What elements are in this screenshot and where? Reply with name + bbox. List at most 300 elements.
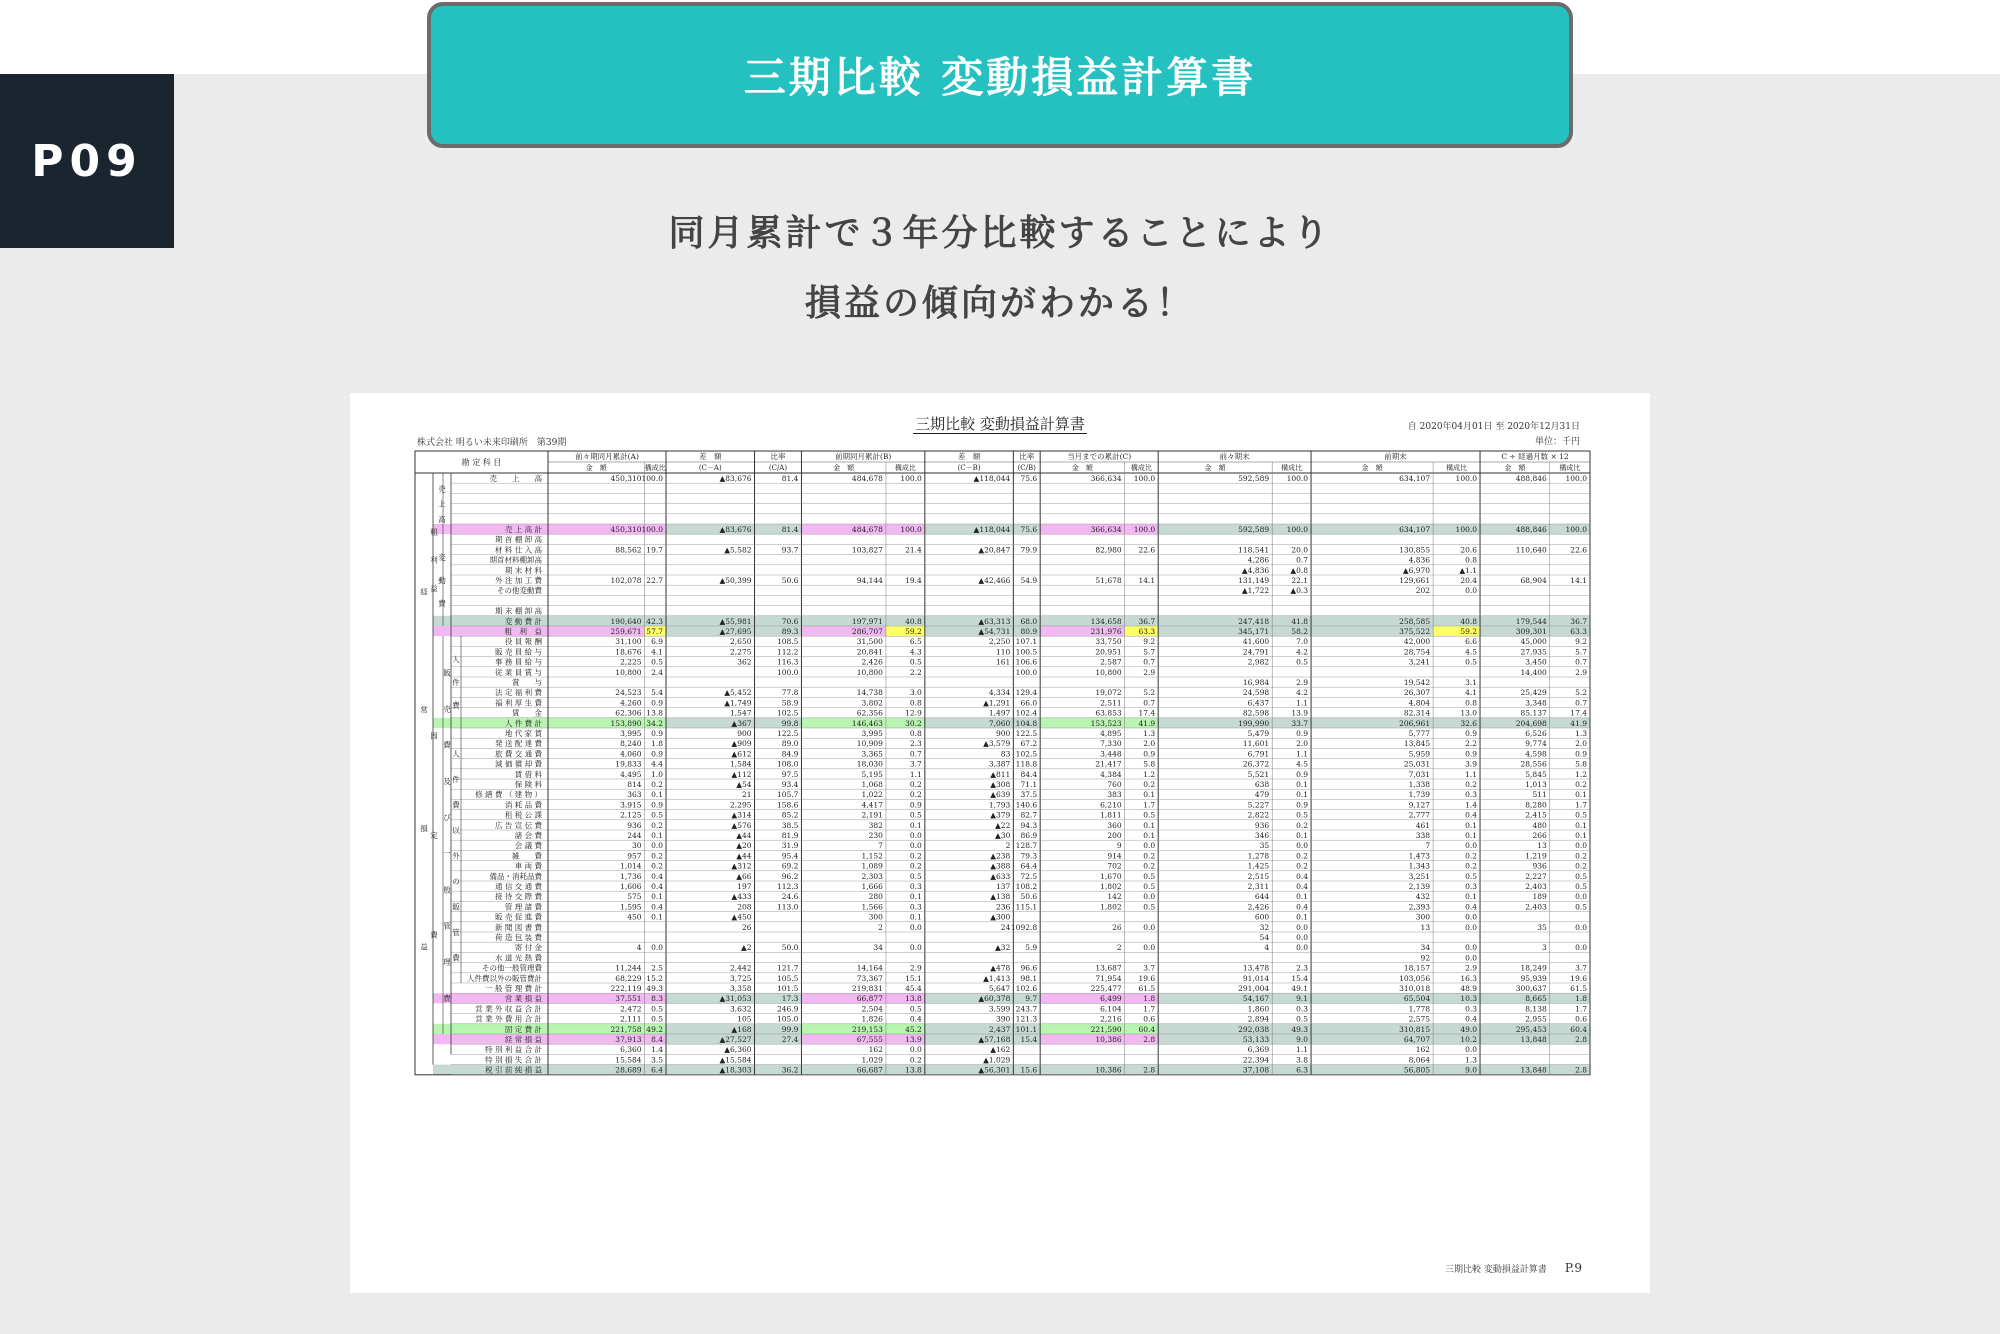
table-cell: 105 [737, 1014, 752, 1024]
table-cell: 40.8 [905, 616, 922, 626]
table-cell: 21.4 [905, 545, 922, 555]
table-cell: 5,845 [1525, 769, 1547, 779]
table-cell: 100.0 [900, 474, 922, 483]
table-cell: 0.4 [1465, 810, 1478, 820]
table-cell: 105.5 [776, 973, 799, 983]
table-cell: 27,935 [1520, 647, 1547, 657]
table-cell: 0.0 [1575, 943, 1587, 953]
table-cell: 246.9 [776, 1004, 799, 1014]
table-cell: 102.6 [1015, 984, 1038, 993]
table-cell: 10,386 [1095, 1035, 1122, 1044]
table-cell: 0.8 [909, 729, 922, 738]
row-label: 変 動 費 計 [504, 616, 542, 626]
table-cell: 50.6 [1020, 892, 1038, 902]
table-cell: 100.0 [1455, 474, 1478, 483]
row-label: 広 告 宣 伝 費 [494, 820, 542, 830]
table-cell: ▲56,301 [978, 1065, 1011, 1075]
table-cell: 19.4 [905, 576, 922, 585]
table-cell: 5,777 [1408, 729, 1431, 738]
table-cell: ▲0.3 [1290, 586, 1309, 596]
table-cell: 99.8 [781, 718, 799, 728]
table-cell: 2 [1005, 841, 1011, 851]
table-cell: 5,521 [1247, 769, 1270, 779]
table-cell: 10,800 [615, 667, 642, 677]
table-cell: 9,774 [1525, 739, 1547, 749]
table-cell: 25,031 [1403, 759, 1431, 769]
table-cell: 6.3 [1296, 1065, 1309, 1075]
table-cell: 31,100 [615, 637, 642, 647]
table-cell: 0.1 [1296, 892, 1309, 902]
table-cell: 2,575 [1408, 1014, 1431, 1024]
table-cell: 0.7 [1575, 698, 1587, 708]
table-cell: 390 [996, 1014, 1011, 1024]
table-cell: 644 [1254, 892, 1270, 902]
table-cell: 0.0 [909, 841, 922, 851]
table-cell: 62,356 [856, 708, 883, 718]
table-cell: 914 [1107, 851, 1122, 861]
table-cell: 50.0 [781, 943, 799, 953]
table-cell: 108.5 [776, 637, 799, 647]
row-label: 粗 利 益 [504, 627, 542, 636]
table-cell: 9,127 [1408, 800, 1431, 810]
table-cell: 13.8 [646, 708, 664, 718]
table-cell: 0.2 [1465, 780, 1478, 789]
table-cell: 0.9 [651, 729, 664, 738]
table-cell: ▲15,584 [719, 1055, 752, 1065]
table-cell: 100.0 [776, 667, 799, 677]
table-cell: 936 [1532, 861, 1547, 871]
table-cell: 1,778 [1408, 1004, 1431, 1014]
table-cell: 1,425 [1247, 861, 1270, 871]
table-cell: ▲63,313 [978, 616, 1011, 626]
table-cell: 936 [627, 820, 642, 830]
table-cell: 92 [1420, 953, 1431, 963]
table-cell: 6,526 [1525, 729, 1547, 738]
table-cell: 2.0 [1575, 739, 1587, 749]
table-cell: 1,473 [1408, 851, 1431, 861]
table-cell: 1.2 [1575, 769, 1587, 779]
subheader: 金 額 [585, 464, 607, 472]
table-cell: 81.9 [781, 831, 799, 840]
table-cell: 0.3 [1296, 1004, 1309, 1014]
table-cell: ▲44 [736, 831, 752, 840]
row-label: 寄 付 金 [514, 943, 542, 953]
table-cell: ▲66 [736, 871, 752, 881]
table-cell: 8,064 [1408, 1055, 1431, 1065]
table-cell: 134,658 [1090, 616, 1122, 626]
table-cell: 0.7 [1143, 657, 1156, 667]
table-cell: ▲576 [731, 820, 752, 830]
table-cell: 575 [627, 892, 642, 902]
table-cell: 0.5 [1296, 1014, 1309, 1024]
table-cell: 103,827 [851, 545, 883, 555]
table-cell: 1,584 [730, 759, 752, 769]
table-cell: 54 [1259, 933, 1270, 942]
table-cell: 0.1 [1296, 831, 1309, 840]
table-cell: 2,403 [1525, 882, 1547, 891]
table-cell: 2,111 [620, 1014, 642, 1024]
table-cell: 3,915 [620, 800, 642, 810]
table-cell: 18,157 [1403, 963, 1431, 973]
table-cell: 3.7 [1143, 963, 1156, 973]
table-cell: 36.7 [1570, 616, 1587, 626]
table-cell: 3.7 [909, 759, 922, 769]
table-cell: 49.1 [1291, 984, 1309, 993]
table-cell: 0.2 [1296, 861, 1309, 871]
table-cell: 0.5 [909, 657, 922, 667]
table-cell: 82,314 [1403, 708, 1431, 718]
table-cell: 0.0 [1296, 943, 1309, 953]
table-cell: 0.5 [651, 1014, 664, 1024]
subheader: (C－A) [698, 464, 722, 472]
table-cell: 100.0 [1133, 525, 1156, 534]
table-cell: 146,463 [851, 718, 883, 728]
table-cell: 6.4 [651, 1065, 664, 1075]
subheader: 金 額 [1504, 464, 1526, 472]
table-cell: 0.2 [909, 1055, 922, 1065]
table-cell: 2,275 [730, 647, 752, 657]
table-cell: 0.3 [1465, 882, 1478, 891]
table-cell: 19.6 [1570, 973, 1587, 983]
table-cell: 6.5 [909, 637, 922, 647]
table-cell: 0.1 [909, 912, 922, 922]
table-cell: 31.9 [781, 841, 799, 851]
table-cell: 199,990 [1238, 718, 1270, 728]
table-cell: 0.1 [1465, 820, 1478, 830]
table-cell: 366,634 [1090, 525, 1122, 534]
table-cell: 37,551 [615, 994, 642, 1004]
table-cell: 24.6 [781, 892, 799, 902]
table-cell: 0.2 [909, 861, 922, 871]
table-cell: 0.1 [651, 831, 664, 840]
page-title: 三期比較 変動損益計算書 [427, 2, 1573, 148]
table-cell: 70.6 [781, 616, 799, 626]
table-cell: 0.2 [1143, 851, 1156, 861]
table-cell: 0.2 [1465, 851, 1478, 861]
table-cell: 31,500 [856, 637, 883, 647]
table-cell: 121.3 [1015, 1014, 1038, 1024]
table-cell: 346 [1254, 831, 1270, 840]
table-cell: 0.0 [1465, 841, 1478, 851]
table-cell: 49.2 [646, 1024, 664, 1034]
table-cell: 600 [1254, 912, 1270, 922]
table-cell: 33,750 [1095, 637, 1122, 647]
table-cell: 295,453 [1515, 1024, 1547, 1034]
table-cell: ▲300 [990, 912, 1011, 922]
table-cell: 82,980 [1095, 545, 1122, 555]
table-cell: 93.7 [781, 545, 799, 555]
table-cell: 66,687 [856, 1065, 883, 1075]
table-cell: ▲379 [990, 810, 1011, 820]
table-cell: 130,855 [1399, 545, 1431, 555]
table-cell: 13,848 [1520, 1035, 1547, 1044]
table-cell: 30.2 [905, 718, 922, 728]
side-label-gross: 益 [430, 583, 438, 593]
table-cell: 10,386 [1095, 1065, 1122, 1075]
table-cell: 82.7 [1020, 810, 1038, 820]
table-cell: 96.2 [781, 871, 799, 881]
table-cell: 13.0 [1460, 708, 1478, 718]
row-label: 事 務 員 給 与 [494, 657, 542, 667]
table-cell: 49.3 [646, 984, 664, 993]
table-cell: 3.0 [909, 688, 922, 698]
table-cell: 4.5 [1465, 647, 1478, 657]
table-cell: 0.5 [1143, 902, 1156, 912]
table-cell: ▲367 [731, 718, 752, 728]
table-cell: 1.7 [1575, 1004, 1587, 1014]
table-cell: 0.1 [651, 892, 664, 902]
table-cell: 1,595 [620, 902, 642, 912]
table-cell: 2.9 [1575, 667, 1587, 677]
row-label: 福 利 厚 生 費 [494, 698, 542, 708]
table-cell: 3,632 [730, 1004, 752, 1014]
side-label-other: 以 [452, 826, 460, 835]
table-cell: 3,599 [988, 1004, 1011, 1014]
subheader: (C/B) [1017, 464, 1036, 472]
table-cell: 900 [737, 729, 752, 738]
table-cell: 0.0 [1143, 943, 1156, 953]
table-cell: ▲42,466 [978, 576, 1011, 585]
table-cell: 1.1 [1296, 749, 1309, 759]
table-cell: 1.1 [1296, 1045, 1309, 1055]
table-cell: 1,793 [988, 800, 1011, 810]
table-cell: 338 [1415, 831, 1431, 840]
report-title: 三期比較 変動損益計算書 [915, 415, 1085, 433]
table-cell: ▲44 [736, 851, 752, 861]
table-cell: 0.3 [909, 882, 922, 891]
table-cell: 34 [1420, 943, 1431, 953]
table-cell: 0.1 [1465, 831, 1478, 840]
table-cell: 0.7 [1143, 698, 1156, 708]
table-cell: 0.4 [651, 882, 664, 891]
table-cell: 702 [1107, 861, 1122, 871]
table-cell: ▲57,168 [978, 1035, 1011, 1044]
table-cell: 2.4 [651, 667, 664, 677]
table-cell: 8,280 [1525, 800, 1547, 810]
table-cell: 1,606 [620, 882, 642, 891]
table-cell: 81.4 [781, 474, 799, 483]
table-cell: 0.1 [1296, 790, 1309, 800]
table-cell: 1.8 [651, 739, 664, 749]
table-cell: ▲27,527 [719, 1035, 752, 1044]
table-cell: 1.1 [909, 769, 922, 779]
table-cell: 22,394 [1242, 1055, 1270, 1065]
table-cell: 3,251 [1408, 871, 1431, 881]
table-cell: 0.5 [1575, 810, 1587, 820]
row-label: 税 引 前 純 損 益 [485, 1065, 542, 1075]
table-cell: 6.6 [1465, 637, 1478, 647]
table-cell: 14,164 [856, 963, 883, 973]
side-label-outer: 損 [420, 823, 428, 833]
table-cell: 0.0 [909, 831, 922, 840]
group-header: 前々期同月累計(A) [575, 452, 639, 461]
table-cell: 122.5 [776, 729, 799, 738]
side-label-variable: 動 [438, 576, 446, 586]
table-cell: ▲1,029 [983, 1055, 1011, 1065]
table-cell: 204,698 [1515, 718, 1547, 728]
table-cell: 2,442 [730, 963, 752, 973]
table-cell: 10.2 [1460, 1035, 1478, 1044]
table-cell: 100.0 [1565, 525, 1587, 534]
table-cell: ▲1,749 [724, 698, 752, 708]
table-cell: 20,951 [1095, 647, 1122, 657]
table-cell: 244 [627, 831, 642, 840]
table-cell: 1.4 [651, 1045, 664, 1055]
table-cell: 300 [868, 912, 883, 922]
table-cell: 100.0 [1286, 525, 1309, 534]
table-cell: 286,707 [851, 627, 883, 636]
table-cell: 60.4 [1570, 1024, 1587, 1034]
table-cell: 48.9 [1460, 984, 1478, 993]
table-cell: 121.7 [776, 963, 799, 973]
table-cell: 26,372 [1242, 759, 1270, 769]
table-cell: 2.9 [1143, 667, 1156, 677]
table-cell: ▲83,676 [719, 525, 752, 534]
table-cell: 6,104 [1100, 1004, 1122, 1014]
table-cell: 35 [1259, 841, 1270, 851]
table-cell: 0.1 [1143, 820, 1156, 830]
side-label-personnel: 費 [452, 701, 460, 711]
group-header: 差 額 [699, 452, 722, 461]
table-cell: 67,555 [856, 1035, 883, 1044]
table-cell: 0.5 [1143, 882, 1156, 891]
table-cell: 10.3 [1460, 994, 1478, 1004]
table-cell: 13.9 [905, 1035, 922, 1044]
table-cell: 79.3 [1020, 851, 1038, 861]
table-cell: 1.8 [1143, 994, 1156, 1004]
table-cell: 67.2 [1020, 739, 1038, 749]
table-cell: 2 [878, 922, 883, 932]
table-cell: 0.4 [1296, 902, 1309, 912]
table-cell: 1,219 [1525, 851, 1547, 861]
table-cell: 1,826 [861, 1014, 883, 1024]
side-label-sga: 理 [443, 957, 451, 967]
table-cell: 0.4 [1465, 1014, 1478, 1024]
table-cell: 1.1 [1296, 698, 1309, 708]
row-label: 販 売 員 給 与 [494, 647, 542, 657]
subtitle-line-2: 損益の傾向がわかる！ [804, 283, 1195, 324]
table-cell: 0.0 [1465, 953, 1478, 963]
table-cell: 13.8 [905, 994, 922, 1004]
table-cell: 15.4 [1291, 973, 1309, 983]
table-cell: 0.8 [909, 698, 922, 708]
report-unit: 単位：千円 [1534, 437, 1580, 447]
table-cell: 190,640 [610, 616, 642, 626]
table-cell: 202 [1415, 586, 1431, 596]
table-cell: 20.0 [1291, 545, 1309, 555]
table-cell: 197 [737, 882, 752, 891]
table-cell: 1,013 [1525, 780, 1547, 789]
table-cell: 0.5 [1465, 657, 1478, 667]
table-cell: 0.0 [1465, 1045, 1478, 1055]
table-cell: 2,426 [1247, 902, 1270, 912]
table-cell: 2,403 [1525, 902, 1547, 912]
table-cell: 58.2 [1291, 627, 1309, 636]
table-cell: 28,754 [1403, 647, 1431, 657]
table-cell: 1,739 [1408, 790, 1431, 800]
row-label: 法 定 福 利 費 [494, 688, 542, 698]
table-cell: 200 [1107, 831, 1122, 840]
table-cell: 0.2 [651, 820, 664, 830]
table-cell: 1.0 [651, 769, 664, 779]
table-cell: 108.2 [1015, 882, 1038, 891]
table-cell: 24,791 [1242, 647, 1270, 657]
table-cell: 4,334 [988, 688, 1011, 698]
table-cell: 1.4 [1465, 800, 1478, 810]
table-cell: 4,804 [1408, 698, 1431, 708]
table-cell: 0.2 [1296, 820, 1309, 830]
table-cell: 54.9 [1020, 576, 1038, 585]
table-cell: 19,833 [615, 759, 642, 769]
table-cell: 3,448 [1100, 749, 1122, 759]
table-cell: 2.9 [1465, 963, 1478, 973]
table-cell: 0.0 [1575, 892, 1587, 902]
report-period: 自 2020年04月01日 至 2020年12月31日 [1407, 422, 1580, 432]
side-label-gross: 利 [430, 555, 438, 565]
table-cell: 33.7 [1291, 718, 1309, 728]
table-cell: 259,671 [610, 627, 642, 636]
table-cell: 1.7 [1143, 800, 1156, 810]
group-header: 比率 [770, 452, 786, 461]
row-label: 営 業 外 収 益 合 計 [475, 1004, 542, 1014]
table-cell: 9.2 [1143, 637, 1156, 647]
table-cell: 0.4 [651, 871, 664, 881]
table-cell: 461 [1415, 820, 1431, 830]
table-cell: 634,107 [1399, 474, 1431, 483]
table-cell: 19.7 [646, 545, 664, 555]
table-cell: 100.0 [1455, 525, 1478, 534]
table-cell: 66,877 [856, 994, 883, 1004]
table-cell: 3,995 [861, 729, 883, 738]
table-cell: 0.9 [1465, 749, 1478, 759]
table-cell: ▲54 [736, 780, 752, 789]
table-cell: ▲612 [731, 749, 752, 759]
table-cell: 450,310 [610, 474, 642, 483]
table-cell: 450 [627, 912, 642, 922]
table-cell: ▲433 [731, 892, 752, 902]
table-cell: ▲20 [736, 841, 752, 851]
table-cell: 5,227 [1247, 800, 1270, 810]
group-header: 差 額 [957, 452, 981, 461]
side-label-other: の [452, 877, 460, 886]
side-label-sga: 費 [443, 993, 451, 1003]
table-cell: ▲4,836 [1241, 565, 1270, 575]
table-cell: 9.0 [1465, 1065, 1478, 1075]
table-cell: ▲633 [990, 871, 1011, 881]
table-cell: 14.1 [1138, 576, 1156, 585]
table-cell: 0.5 [651, 657, 664, 667]
table-cell: 129.4 [1015, 688, 1038, 698]
table-cell: 35 [1537, 922, 1547, 932]
table-cell: 0.2 [651, 851, 664, 861]
table-cell: 37,108 [1242, 1065, 1270, 1075]
table-cell: 0.1 [651, 912, 664, 922]
table-cell: 26 [741, 922, 752, 932]
table-cell: 310,815 [1399, 1024, 1431, 1034]
table-cell: 0.2 [1575, 861, 1587, 871]
table-cell: 479 [1254, 790, 1270, 800]
table-cell: 2.9 [1296, 678, 1309, 687]
table-cell: 89.3 [781, 627, 799, 636]
table-cell: 3,725 [730, 973, 752, 983]
table-cell: 2.2 [1465, 739, 1478, 749]
table-cell: 5.9 [1025, 943, 1038, 953]
table-cell: 225,477 [1090, 984, 1122, 993]
table-cell: 6,210 [1100, 800, 1122, 810]
table-cell: ▲312 [731, 861, 752, 871]
subheader: 構成比 [894, 464, 916, 472]
table-cell: 118,541 [1238, 545, 1270, 555]
